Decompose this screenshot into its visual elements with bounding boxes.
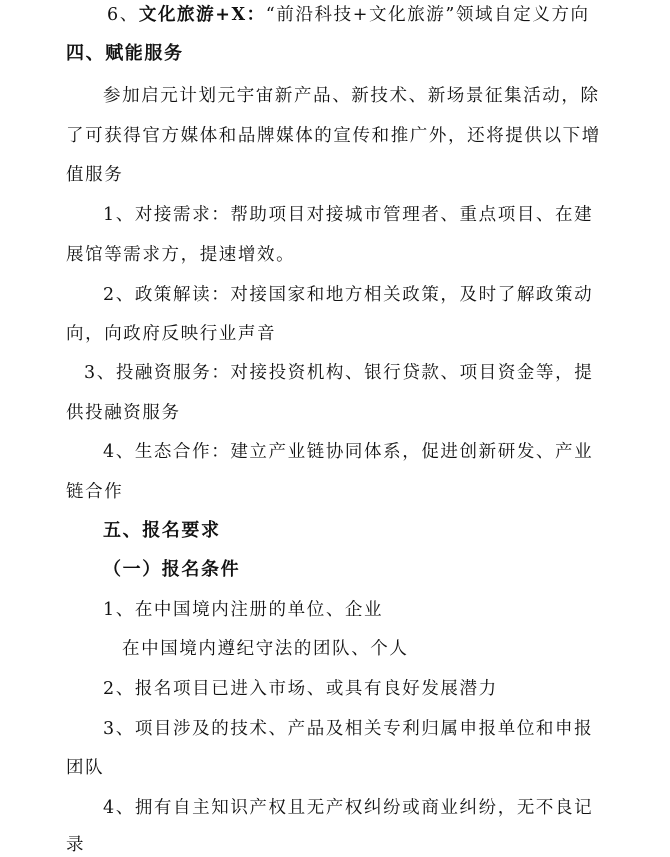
section-4-intro-line-1: 参加启元计划元宇宙新产品、新技术、新场景征集活动，除 xyxy=(103,86,600,106)
condition-3-line-1: 3、项目涉及的技术、产品及相关专利归属申报单位和申报 xyxy=(103,719,594,739)
condition-1-line-2: 在中国境内遵纪守法的团队、个人 xyxy=(122,639,409,659)
service-item-4-line-2: 链合作 xyxy=(66,482,124,502)
item-6-text: “前沿科技+文化旅游”领域自定义方向 xyxy=(265,5,590,25)
item-6-line xyxy=(107,4,590,26)
section-5-heading: 五、报名要求 xyxy=(103,520,221,541)
item-6-number: 6、 xyxy=(107,5,139,25)
service-item-3-line-2: 供投融资服务 xyxy=(66,403,181,423)
service-item-2-line-2: 向，向政府反映行业声音 xyxy=(66,324,277,344)
condition-1-line-1: 1、在中国境内注册的单位、企业 xyxy=(103,600,384,620)
service-item-4-line-1: 4、生态合作：建立产业链协同体系，促进创新研发、产业 xyxy=(103,442,594,462)
condition-2-line-1: 2、报名项目已进入市场、或具有良好发展潜力 xyxy=(103,679,498,699)
condition-4-line-1: 4、拥有自主知识产权且无产权纠纷或商业纠纷，无不良记 xyxy=(103,798,594,818)
section-5-subheading: （一）报名条件 xyxy=(103,559,241,580)
service-item-1-line-1: 1、对接需求：帮助项目对接城市管理者、重点项目、在建 xyxy=(103,205,594,225)
section-4-heading: 四、赋能服务 xyxy=(66,43,184,64)
service-item-2-line-1: 2、政策解读：对接国家和地方相关政策，及时了解政策动 xyxy=(103,285,594,305)
service-item-1-line-2: 展馆等需求方，提速增效。 xyxy=(66,245,296,265)
service-item-3-line-1: 3、投融资服务：对接投资机构、银行贷款、项目资金等，提 xyxy=(84,363,594,383)
section-4-intro-line-3: 值服务 xyxy=(66,165,124,185)
item-6-bold-label: 文化旅游+X： xyxy=(138,5,266,25)
condition-4-line-2: 录 xyxy=(66,835,86,855)
condition-3-line-2: 团队 xyxy=(66,758,105,778)
section-4-intro-line-2: 了可获得官方媒体和品牌媒体的宣传和推广外，还将提供以下增 xyxy=(66,126,601,146)
